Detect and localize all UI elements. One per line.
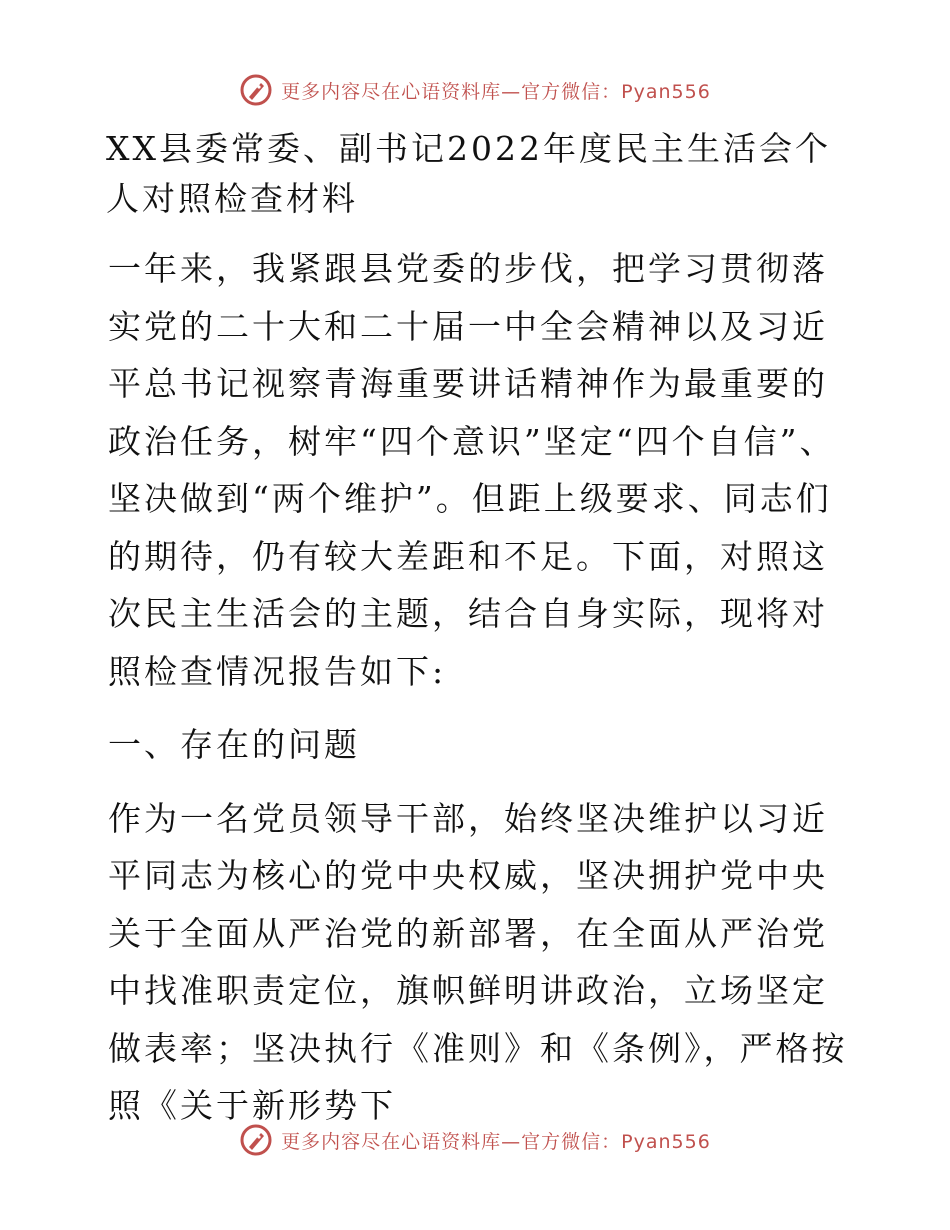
- pen-nib-circle-icon: [239, 1123, 273, 1157]
- watermark-text: 更多内容尽在心语资料库—官方微信：Pyan556: [281, 1130, 711, 1153]
- section-paragraph: 作为一名党员领导干部，始终坚决维护以习近平同志为核心的党中央权威，坚决拥护党中央关于全面从严治党的新部署，在全面从严治党中找准职责定位，旗帜鲜明讲政治，立场坚定做表率；坚决执行《准则》和《条例》，严格按照《关于新形势下: [108, 798, 848, 1125]
- document-title: XX县委常委、副书记2022年度民主生活会个人对照检查材料: [106, 129, 831, 218]
- watermark-text: 更多内容尽在心语资料库—官方微信：Pyan556: [281, 80, 711, 103]
- watermark-banner-bottom: [0, 1120, 950, 1160]
- document-body: [96, 124, 856, 1135]
- pen-nib-circle-icon: [239, 73, 273, 107]
- section-heading: 一、存在的问题: [108, 725, 360, 764]
- intro-paragraph: 一年来，我紧跟县党委的步伐，把学习贯彻落实党的二十大和二十届一中全会精神以及习近平总书记视察青海重要讲话精神作为最重要的政治任务，树牢“四个意识”坚定“四个自信”、坚决做到“两个维护”。但距上级要求、同志们的期待，仍有较大差距和不足。下面，对照这次民主生活会的主题，结合自身实际，现将对照检查情况报告如下:: [108, 249, 836, 691]
- watermark-banner-top: [0, 70, 950, 110]
